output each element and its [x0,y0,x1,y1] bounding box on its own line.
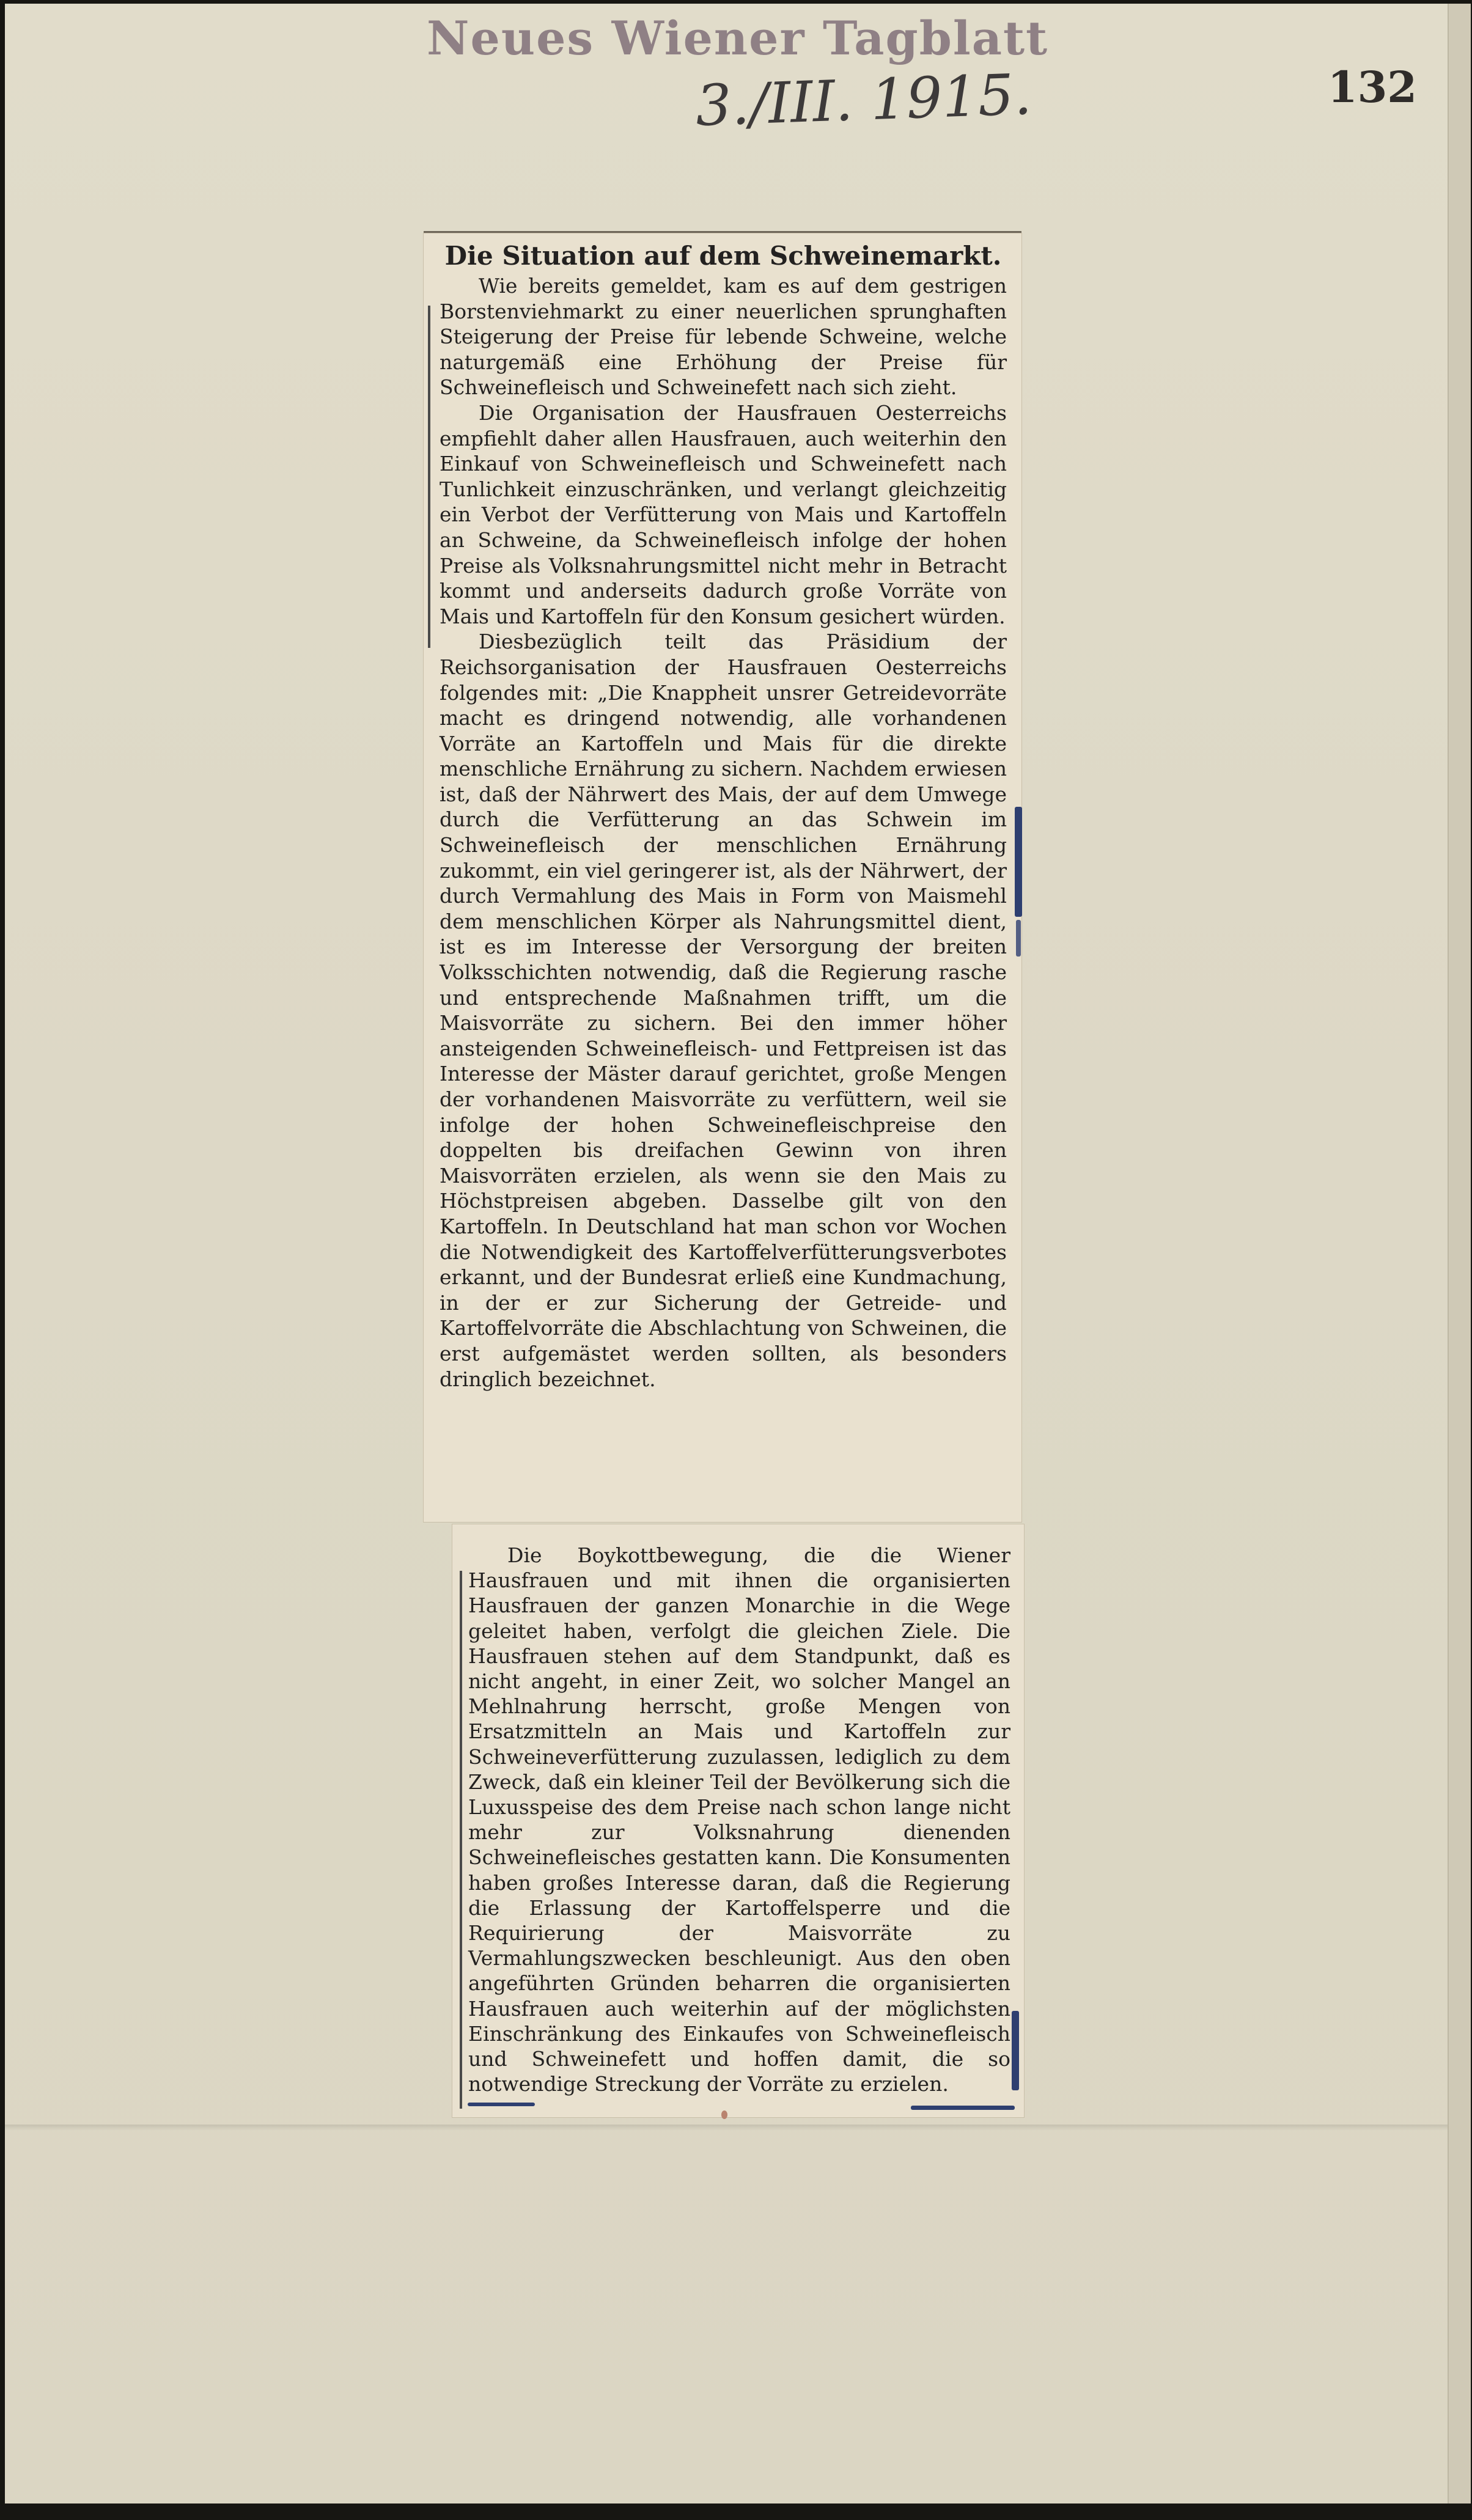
blue-pencil-mark [1016,920,1021,957]
sheet-edge [1448,4,1471,2503]
newspaper-clipping-main [424,233,1021,1522]
left-margin-line [460,1571,462,2109]
blue-pencil-mark [1015,807,1022,917]
handwritten-date: 3./III. 1915. [694,61,1033,139]
newspaper-clipping-continuation [452,1524,1024,2117]
blue-pencil-mark [911,2106,1015,2110]
newspaper-stamp: Neues Wiener Tagblatt [427,11,1049,65]
page-number: 132 [1327,62,1417,112]
blue-pencil-mark [1012,2011,1019,2090]
article-paragraph: Die Organisation der Hausfrauen Oesterreichs empfiehlt daher allen Hausfrauen, auch weiterhin den Einkauf von Schweinefleisch und Schweinefett nach Tunlichkeit einzuschränken, und verlangt gleichzeitig ein Verbot der Verfütterung von Mais und Kartoffeln an Schweine, da Schweinefleisch infolge der hohen Preise als Volksnahrungsmittel nicht mehr in Betracht kommt und anderseits dadurch große Vorräte von Mais und Kartoffeln für den Konsum gesichert würden. [440,400,1007,628]
paper-fleck [721,2110,727,2119]
article-headline: Die Situation auf dem Schweinemarkt. [444,241,1002,271]
blue-pencil-mark [468,2103,535,2106]
article-paragraph: Wie bereits gemeldet, kam es auf dem gestrigen Borstenviehmarkt zu einer neuerlichen sprunghaften Steigerung der Preise für lebende Schweine, welche naturgemäß eine Erhöhung der Preise für Schweinefleisch und Schweinefett nach sich zieht. [440,274,1007,400]
left-margin-line [428,306,430,648]
article-paragraph: Die Boykottbewegung, die die Wiener Hausfrauen und mit ihnen die organisierten Hausfrauen der ganzen Monarchie in die Wege geleitet haben, verfolgt die gleichen Ziele. Die Hausfrauen stehen auf dem Standpunkt, daß es nicht angeht, in einer Zeit, wo solcher Mangel an Mehlnahrung herrscht, große Mengen von Ersatzmitteln an Mais und Kartoffeln zur Schweineverfütterung zuzulassen, lediglich zu dem Zweck, daß ein kleiner Teil der Bevölkerung sich die Luxusspeise des dem Preise nach schon lange nicht mehr zur Volksnahrung dienenden Schweinefleisches gestatten kann. Die Konsumenten haben großes Interesse daran, daß die Regierung die Erlassung der Kartoffelsperre und die Requirierung der Maisvorräte zu Vermahlungszwecken beschleunigt. Aus den oben angeführten Gründen beharren die organisierten Hausfrauen auch weiterhin auf der möglichsten Einschränkung des Einkaufes von Schweinefleisch und Schweinefett und hoffen damit, die so notwendige Streckung der Vorräte zu erzielen. [468,1543,1010,2096]
article-paragraph: Diesbezüglich teilt das Präsidium der Reichsorganisation der Hausfrauen Oesterreichs folgendes mit: „Die Knappheit unsrer Getreidevorräte macht es dringend notwendig, alle vorhandenen Vorräte an Kartoffeln und Mais für die direkte menschliche Ernährung zu sichern. Nachdem erwiesen ist, daß der Nährwert des Mais, der auf dem Umwege durch die Verfütterung an das Schwein im Schweinefleisch der menschlichen Ernährung zukommt, ein viel geringerer ist, als der Nährwert, der durch Vermahlung des Mais in Form von Maismehl dem menschlichen Körper als Nahrungsmittel dient, ist es im Interesse der Versorgung der breiten Volksschichten notwendig, daß die Regierung rasche und entsprechende Maßnahmen trifft, um die Maisvorräte zu sichern. Bei den immer höher ansteigenden Schweinefleisch- und Fettpreisen ist das Interesse der Mäster darauf gerichtet, große Mengen der vorhandenen Maisvorräte zu verfüttern, weil sie infolge der hohen Schweinefleischpreise den doppelten bis dreifachen Gewinn von ihren Maisvorräten erzielen, als wenn sie den Mais zu Höchstpreisen abgeben. Dasselbe gilt von den Kartoffeln. In Deutschland hat man schon vor Wochen die Notwendigkeit des Kartoffelverfütterungsverbotes erkannt, und der Bundesrat erließ eine Kundmachung, in der er zur Sicherung der Getreide- und Kartoffelvorräte die Abschlachtung von Schweinen, die erst aufgemästet werden sollten, als besonders dringlich bezeichnet. [440,630,1007,1391]
paper-fold [5,2125,1448,2131]
